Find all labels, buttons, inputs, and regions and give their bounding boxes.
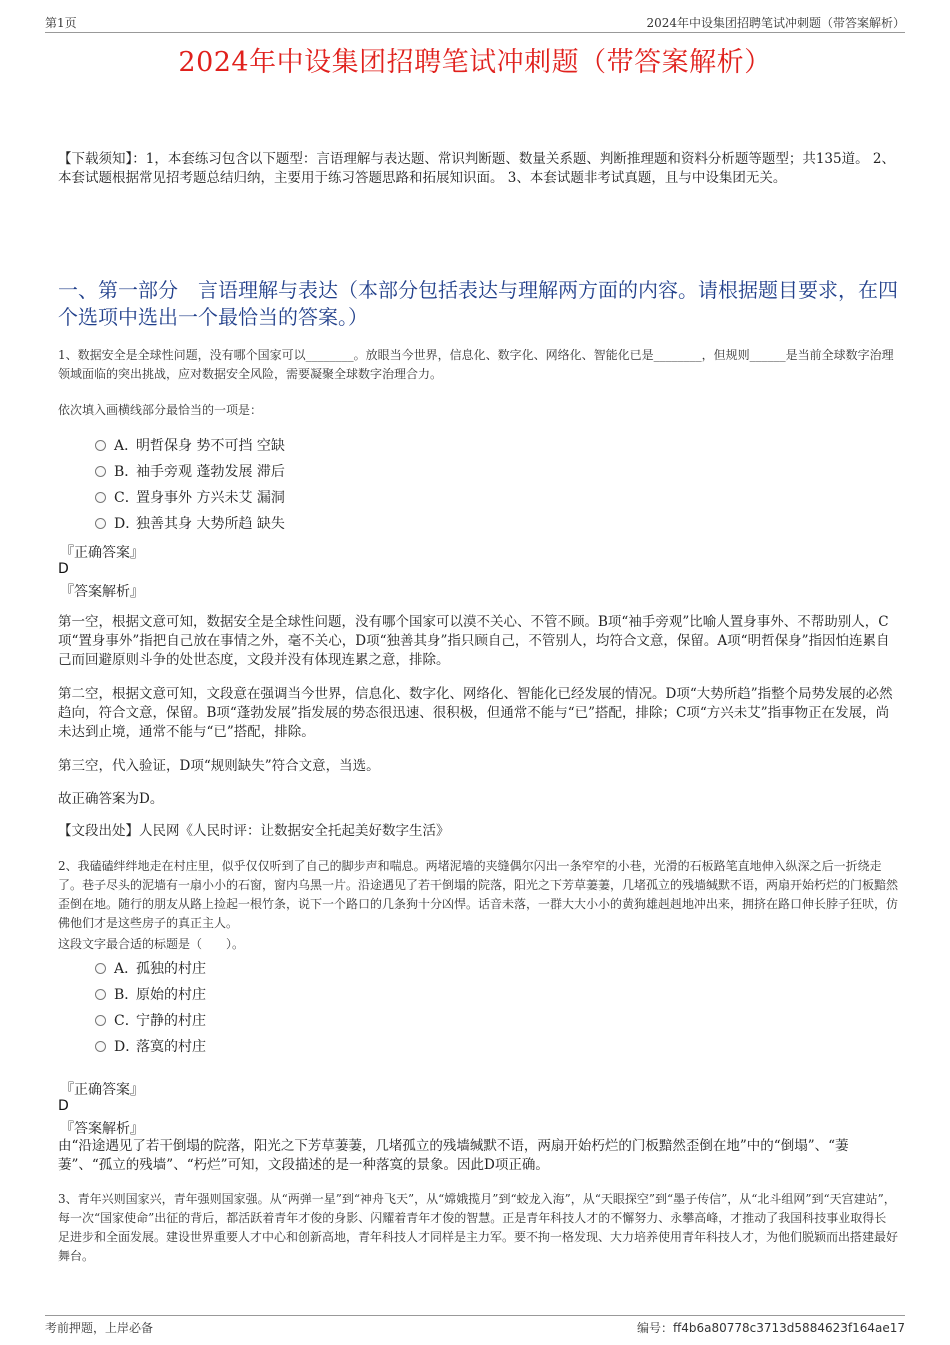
header-doc-title: 2024年中设集团招聘笔试冲刺题（带答案解析） [646, 16, 905, 30]
question-1-analysis-p3: 第三空，代入验证，D项“规则缺失”符合文意，当选。 [58, 758, 380, 774]
question-2-answer: D [58, 1098, 69, 1114]
question-1-analysis-p4: 故正确答案为D。 [58, 791, 164, 807]
question-1-answer-label: 『正确答案』 [60, 545, 144, 561]
footer-code: 编号：ff4b6a80778c3713d5884623f164ae17 [636, 1321, 905, 1335]
radio-icon[interactable] [95, 1015, 106, 1026]
question-3-stem: 3、青年兴则国家兴，青年强则国家强。从“两弹一星”到“神舟飞天”，从“嫦娥揽月”到“蛟龙入海”，从“天眼探空”到“墨子传信”，从“北斗组网”到“天宫建站”，每一次“国家使命”出征的背后，都活跃着青年才俊的身影、闪耀着青年才俊的智慧。正是青年科技人才的不懈努力、永攀高峰，才推动了我国科技事业取得长足进步和全面发展。建设世界重要人才中心和创新高地，青年科技人才同样是主力军。要不拘一格发现、大力培养使用青年科技人才，为他们脱颖而出搭建最好舞台。 [58, 1192, 899, 1263]
question-2-option-b[interactable]: B．原始的村庄 [95, 982, 206, 1008]
question-1-answer: D [58, 561, 69, 577]
question-1-analysis-p1: 第一空，根据文意可知，数据安全是全球性问题，没有哪个国家可以漠不关心、不管不顾。B项“袖手旁观”比喻人置身事外、不帮助别人，C项“置身事外”指把自己放在事情之外，毫不关心，D项“独善其身”指只顾自己，不管别人，均符合文意，保留。A项“明哲保身”指因怕连累自己而回避原则斗争的处世态度，文段并没有体现连累之意，排除。 [58, 614, 890, 668]
page-footer [45, 1315, 905, 1334]
question-2-analysis: 由“沿途遇见了若干倒塌的院落，阳光之下芳草萋萋，几堵孤立的残墙缄默不语，两扇开始朽烂的门板黯然歪倒在地”中的“倒塌”、“萋萋”、“孤立的残墙”、“朽烂”可知，文段描述的是一种落寞的景象。因此D项正确。 [58, 1138, 849, 1173]
question-2-analysis-label: 『答案解析』 [60, 1121, 144, 1137]
question-1-option-b[interactable]: B．袖手旁观 蓬勃发展 滞后 [95, 459, 285, 485]
question-1-options [95, 433, 285, 537]
question-1-option-a[interactable]: A．明哲保身 势不可挡 空缺 [95, 433, 285, 459]
question-1-analysis-label: 『答案解析』 [60, 584, 144, 600]
radio-icon[interactable] [95, 963, 106, 974]
question-2-option-c[interactable]: C．宁静的村庄 [95, 1008, 206, 1034]
question-1-analysis-p2: 第二空，根据文意可知，文段意在强调当今世界，信息化、数字化、网络化、智能化已经发展的情况。D项“大势所趋”指整个局势发展的必然趋向，符合文意，保留。B项“蓬勃发展”指发展的势态很迅速、很积极，但通常不能与“已”搭配，排除；C项“方兴未艾”指事物正在发展，尚未达到止境，通常不能与“已”搭配，排除。 [58, 686, 893, 740]
section-heading: 一、第一部分 言语理解与表达（本部分包括表达与理解两方面的内容。请根据题目要求，在四个选项中选出一个最恰当的答案。） [58, 278, 898, 329]
question-2-option-d[interactable]: D．落寞的村庄 [95, 1034, 206, 1060]
radio-icon[interactable] [95, 518, 106, 529]
page-number: 第1页 [45, 16, 77, 30]
radio-icon[interactable] [95, 466, 106, 477]
radio-icon[interactable] [95, 492, 106, 503]
question-1-option-c[interactable]: C．置身事外 方兴未艾 漏洞 [95, 485, 285, 511]
question-1-prompt: 依次填入画横线部分最恰当的一项是： [58, 403, 263, 417]
download-notice: 【下载须知】：1，本套练习包含以下题型：言语理解与表达题、常识判断题、数量关系题、判断推理题和资料分析题等题型；共135道。 2、本套试题根据常见招考题总结归纳，主要用于练习答题思路和拓展知识面。 3、本套试题非考试真题，且与中设集团无关。 [58, 151, 895, 186]
radio-icon[interactable] [95, 440, 106, 451]
page-title: 2024年中设集团招聘笔试冲刺题（带答案解析） [178, 47, 772, 78]
question-2-prompt: 这段文字最合适的标题是（ ）。 [58, 937, 245, 951]
question-2-answer-label: 『正确答案』 [60, 1082, 144, 1098]
question-2-stem: 2、我磕磕绊绊地走在村庄里，似乎仅仅听到了自己的脚步声和喘息。两堵泥墙的夹缝偶尔闪出一条窄窄的小巷，光滑的石板路笔直地伸入纵深之后一折绕走了。巷子尽头的泥墙有一扇小小的石窗，窗内乌黑一片。沿途遇见了若干倒塌的院落，阳光之下芳草萋萋，几堵孤立的残墙缄默不语，两扇开始朽烂的门板黯然歪倒在地。随行的朋友从路上捡起一根竹条，说下一个路口的几条狗十分凶悍。话音未落，一群大大小小的黄狗雄赳赳地冲出来，拥挤在路口伸长脖子狂吠，仿佛他们才是这些房子的真正主人。 [58, 859, 899, 930]
page-header [45, 12, 905, 33]
question-1-option-d[interactable]: D．独善其身 大势所趋 缺失 [95, 511, 285, 537]
question-2-options [95, 956, 206, 1060]
radio-icon[interactable] [95, 1041, 106, 1052]
question-1-stem: 1、数据安全是全球性问题，没有哪个国家可以________。放眼当今世界，信息化、数字化、网络化、智能化已是________，但规则______是当前全球数字治理领域面临的突出挑战，应对数据安全风险，需要凝聚全球数字治理合力。 [58, 348, 894, 381]
radio-icon[interactable] [95, 989, 106, 1000]
question-2-option-a[interactable]: A．孤独的村庄 [95, 956, 206, 982]
question-1-source: 【文段出处】人民网《人民时评：让数据安全托起美好数字生活》 [58, 823, 450, 839]
footer-slogan: 考前押题，上岸必备 [45, 1321, 154, 1335]
